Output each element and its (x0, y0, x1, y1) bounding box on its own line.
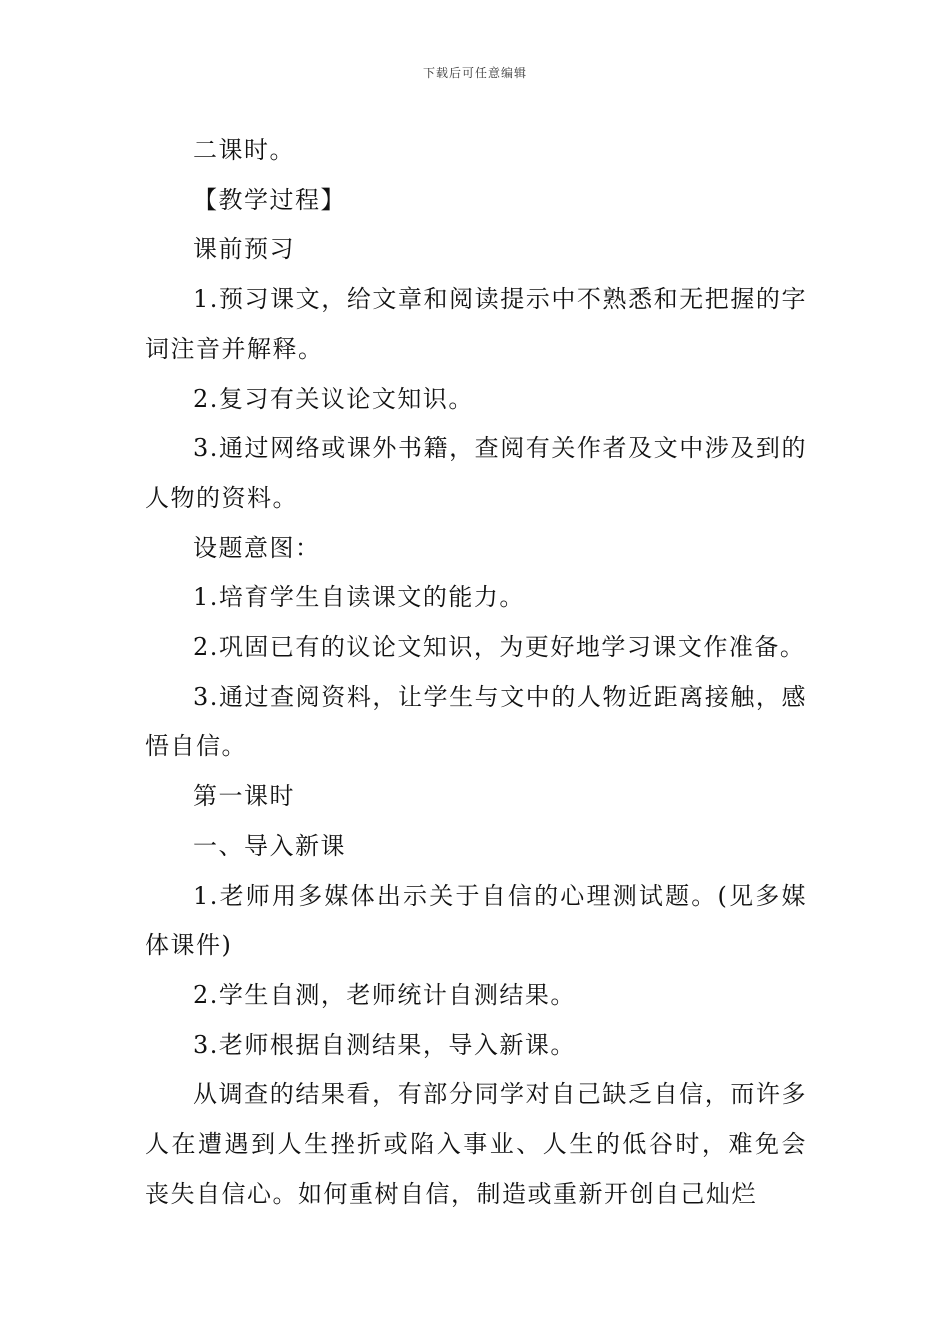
heading-teaching-process: 【教学过程】 (193, 185, 346, 214)
intent-item-2: 2.巩固已有的议论文知识，为更好地学习课文作准备。 (193, 633, 806, 662)
intent-item-1: 1.培育学生自读课文的能力。 (193, 583, 525, 612)
intro-item-3: 3.老师根据自测结果，导入新课。 (193, 1030, 576, 1059)
preview-item-2: 2.复习有关议论文知识。 (193, 384, 474, 413)
document-body (145, 126, 807, 1219)
intro-item-2: 2.学生自测，老师统计自测结果。 (193, 980, 576, 1009)
preview-item-1: 1.预习课文，给文章和阅读提示中不熟悉和无把握的字词注音并解释。 (145, 285, 807, 363)
intent-item-3: 3.通过查阅资料，让学生与文中的人物近距离接触，感悟自信。 (145, 682, 807, 761)
intro-item-1: 1.老师用多媒体出示关于自信的心理测试题。(见多媒体课件) (145, 881, 807, 960)
heading-preview: 课前预习 (193, 235, 295, 264)
heading-first-lesson: 第一课时 (193, 782, 295, 811)
paragraph-survey-result: 从调查的结果看，有部分同学对自己缺乏自信，而许多人在遭遇到人生挫折或陷入事业、人生的低谷时，难免会丧失自信心。如何重树自信，制造或重新开创自己灿烂 (145, 1080, 807, 1208)
heading-introduce-new-lesson: 一、导入新课 (193, 831, 346, 860)
preview-item-3: 3.通过网络或课外书籍，查阅有关作者及文中涉及到的人物的资料。 (145, 434, 807, 512)
page-header: 下载后可任意编辑 (422, 66, 527, 80)
paragraph-lesson-count: 二课时。 (193, 136, 295, 164)
heading-design-intent: 设题意图： (193, 533, 321, 562)
